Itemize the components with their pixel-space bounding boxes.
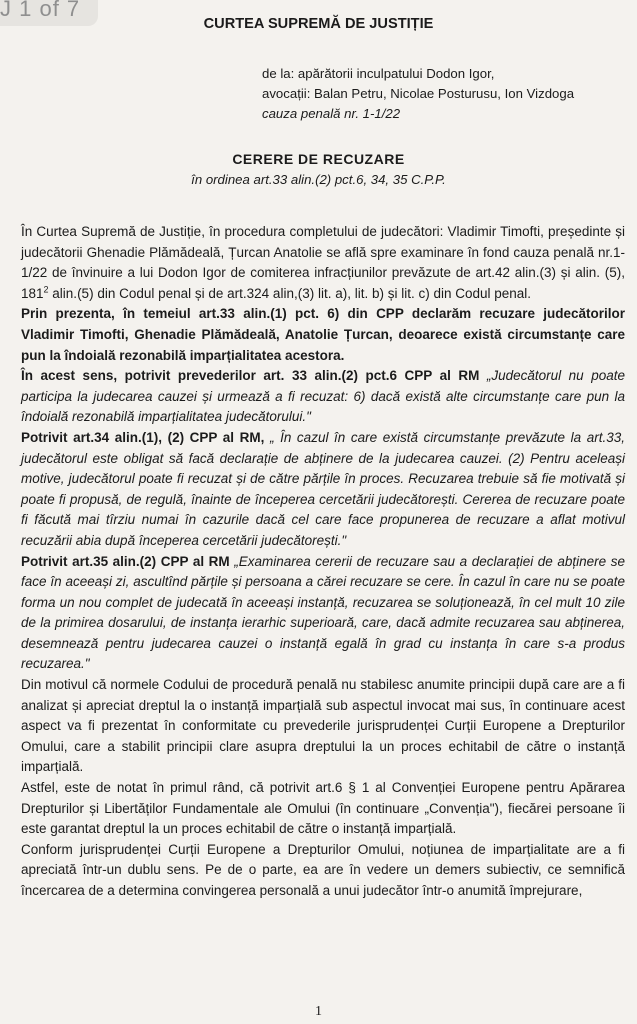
document-subtitle: în ordinea art.33 alin.(2) pct.6, 34, 35 C.P.P.	[191, 172, 446, 187]
page-number: 1	[315, 1004, 322, 1019]
page-counter: J 1 of 7	[0, 0, 98, 26]
paragraph-case-intro: În Curtea Supremă de Justiție, în procedura completului de judecători: Vladimir Timofti, președinte și judecătorii Ghenadie Plămădeală, Țurcan Anatolie se află spre examinare în fond cauza penală nr.1-1/22 de învinuire a lui Dodon Igor de comiterea infracțiunilor prevăzute de art.42 alin.(3) și alin. (5), $181^2$ alin.(5) din Codul penal și de art.324 alin,(3) lit. a), lit. b) și lit. c) din Codul penal.	[21, 224, 625, 301]
paragraph-art34: Potrivit art.34 alin.(1), (2) CPP al RM, „ În cazul în care există circumstanțe prevăzute la art.33, judecătorul este obligat să facă declarație de abținere de la judecarea cauzei. (2) Pentru aceleași motive, judecătorul poate fi recuzat și de către părțile în proces. Recuzarea trebuie să fie motivată și poate fi propusă, de regulă, înainte de începerea cercetării judecătorești. Cererea de recuzare poate fi făcută mai tîrziu numai în cazurile dacă cel care face propunerea de recuzare a aflat motivul recuzării abia după începerea cercetării judecătorești."	[21, 429, 625, 548]
document-title: CERERE DE RECUZARE	[232, 151, 405, 167]
paragraph-art35: Potrivit art.35 alin.(2) CPP al RM „Examinarea cererii de recuzare sau a declarației de abținere se face în aceeași zi, ascultînd părțile și persoana a cărei recuzare se cere. În cazul în care nu se poate forma un nou complet de judecată în aceeași instanță, recuzarea se soluționează, în cel mult 10 zile de la primirea dosarului, de instanța ierarhic superioară, care, dacă admite recuzarea sau abținerea, desemnează pentru judecarea cauzei o instanță egală în grad cu instanța în care s-a produs recuzarea."	[21, 553, 625, 672]
paragraph-cedo-principles: Din motivul că normele Codului de procedură penală nu stabilesc anumite principii după care are a fi analizat și apreciat dreptul la o instanță imparțială sub aspectul invocat mai sus, în continuare acest aspect va fi prezentat în conformitate cu prevederile jurisprudenței Curții Europene a Drepturilor Omului, care a stabilit principii clare asupra dreptului la un proces echitabil de către o instanță imparțială.	[21, 677, 625, 775]
court-name: CURTEA SUPREMĂ DE JUSTIȚIE	[203, 16, 434, 32]
from-line: de la: apărătorii inculpatului Dodon Igor,	[262, 66, 495, 81]
paragraph-convention: Astfel, este de notat în primul rând, că potrivit art.6 § 1 al Convenției Europene pentru Apărarea Drepturilor și Libertăților Fundamentale ale Omului (în continuare „Convenția"), fiecărei persoane îi este garantat dreptul la un proces echitabil de către o instanță imparțială.	[21, 780, 625, 837]
lawyers-line: avocații: Balan Petru, Nicolae Posturusu, Ion Vizdoga	[262, 86, 575, 101]
paragraph-impartiality: Conform jurisprudenței Curții Europene a Drepturilor Omului, noțiunea de imparțialitate are a fi apreciată într-un dublu sens. Pe de o parte, ea are în vedere un demers subiectiv, ce semnifică încercarea de a determina convingerea personală a unui judecător într-o anumită împrejurare,	[21, 841, 625, 898]
paragraph-recusal-request: Prin prezenta, în temeiul art.33 alin.(1) pct. 6) din CPP declarăm recuzare judecătorilor Vladimir Timofti, Ghenadie Plămădeală, Anatolie Țurcan, deoarece există circumstanțe care pun la îndoială rezonabilă imparțialitatea acestora.	[21, 306, 625, 363]
paragraph-art33: În acest sens, potrivit prevederilor art. 33 alin.(2) pct.6 CPP al RM „Judecătorul nu poate participa la judecarea cauzei și urmează a fi recuzat: 6) dacă există alte circumstanțe care pun la îndoială rezonabilă imparțialitatea judecătorului."	[21, 368, 625, 425]
case-number: cauza penală nr. 1-1/22	[262, 106, 401, 121]
document-body	[21, 222, 625, 902]
